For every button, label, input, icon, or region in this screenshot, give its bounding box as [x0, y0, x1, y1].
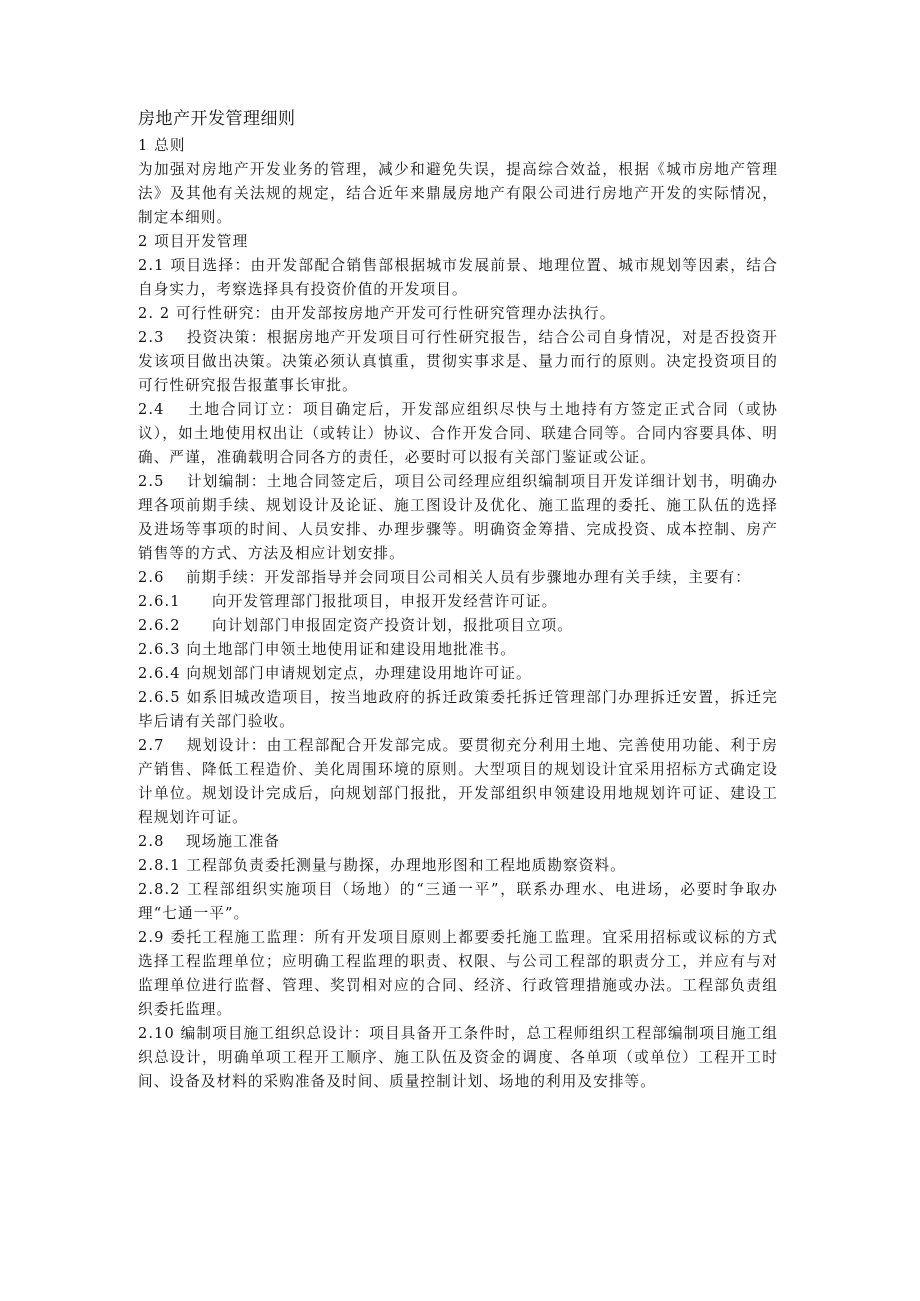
- document-page: [138, 106, 778, 1094]
- clause-2-9: 2.9 委托工程施工监理：所有开发项目原则上都要委托施工监理。宜采用招标或议标的方式选择工程监理单位；应明确工程监理的职责、权限、与公司工程部的职责分工，并应有与对监理单位进行监督、管理、奖罚相对应的合同、经济、行政管理措施或办法。工程部负责组织委托监理。: [138, 929, 778, 1018]
- clause-2-8-2: 2.8.2 工程部组织实施项目（场地）的“三通一平”，联系办理水、电进场，必要时争取办理“七通一平”。: [138, 881, 778, 922]
- clause-2-10: 2.10 编制项目施工组织总设计：项目具备开工条件时，总工程师组织工程部编制项目施工组织总设计，明确单项工程开工顺序、施工队伍及资金的调度、各单项（或单位）工程开工时间、设备及材料的采购准备及时间、质量控制计划、场地的利用及安排等。: [138, 1025, 778, 1090]
- clause-2-6: 2.6 前期手续：开发部指导并会同项目公司相关人员有步骤地办理有关手续，主要有：: [138, 569, 751, 586]
- clause-2-1: 2.1 项目选择：由开发部配合销售部根据城市发展前景、地理位置、城市规划等因素，结合自身实力，考察选择具有投资价值的开发项目。: [138, 257, 778, 298]
- clause-2-8-1: 2.8.1 工程部负责委托测量与勘探，办理地形图和工程地质勘察资料。: [138, 857, 626, 874]
- document-body: [138, 134, 778, 1094]
- clause-2-6-3: 2.6.3 向土地部门申领土地使用证和建设用地批准书。: [138, 641, 516, 658]
- clause-2-6-5: 2.6.5 如系旧城改造项目，按当地政府的拆迁政策委托拆迁管理部门办理拆迁安置，拆迁完毕后请有关部门验收。: [138, 689, 778, 730]
- clause-2-7: 2.7 规划设计：由工程部配合开发部完成。要贯彻充分利用土地、完善使用功能、利于房产销售、降低工程造价、美化周围环境的原则。大型项目的规划设计宜采用招标方式确定设计单位。规划设计完成后，向规划部门报批，开发部组织申领建设用地规划许可证、建设工程规划许可证。: [138, 737, 778, 826]
- clause-2-4: 2.4 土地合同订立：项目确定后，开发部应组织尽快与土地持有方签定正式合同（或协议），如土地使用权出让（或转让）协议、合作开发合同、联建合同等。合同内容要具体、明确、严谨，准确载明合同各方的责任，必要时可以报有关部门鉴证或公证。: [138, 401, 778, 466]
- clause-2-6-2: 2.6.2 向计划部门申报固定资产投资计划，报批项目立项。: [138, 617, 573, 634]
- clause-2-3: 2.3 投资决策：根据房地产开发项目可行性研究报告，结合公司自身情况，对是否投资开发该项目做出决策。决策必须认真慎重，贯彻实事求是、量力而行的原则。决定投资项目的可行性研究报告报董事长审批。: [138, 329, 778, 394]
- clause-2-2: 2. 2 可行性研究：由开发部按房地产开发可行性研究管理办法执行。: [138, 305, 616, 322]
- clause-2-8: 2.8 现场施工准备: [138, 833, 281, 850]
- document-title: 房地产开发管理细则: [138, 109, 296, 129]
- clause-2-6-1: 2.6.1 向开发管理部门报批项目，申报开发经营许可证。: [138, 593, 558, 610]
- paragraph-purpose: 为加强对房地产开发业务的管理，减少和避免失误，提高综合效益，根据《城市房地产管理法》及其他有关法规的规定，结合近年来鼎晟房地产有限公司进行房地产开发的实际情况，制定本细则。: [138, 161, 778, 226]
- clause-2-5: 2.5 计划编制：土地合同签定后，项目公司经理应组织编制项目开发详细计划书，明确办理各项前期手续、规划设计及论证、施工图设计及优化、施工监理的委托、施工队伍的选择及进场等事项的时间、人员安排、办理步骤等。明确资金筹措、完成投资、成本控制、房产销售等的方式、方法及相应计划安排。: [138, 473, 778, 562]
- section-heading-project-development: 2 项目开发管理: [138, 233, 249, 250]
- section-heading-general: 1 总则: [138, 137, 186, 154]
- clause-2-6-4: 2.6.4 向规划部门申请规划定点，办理建设用地许可证。: [138, 665, 532, 682]
